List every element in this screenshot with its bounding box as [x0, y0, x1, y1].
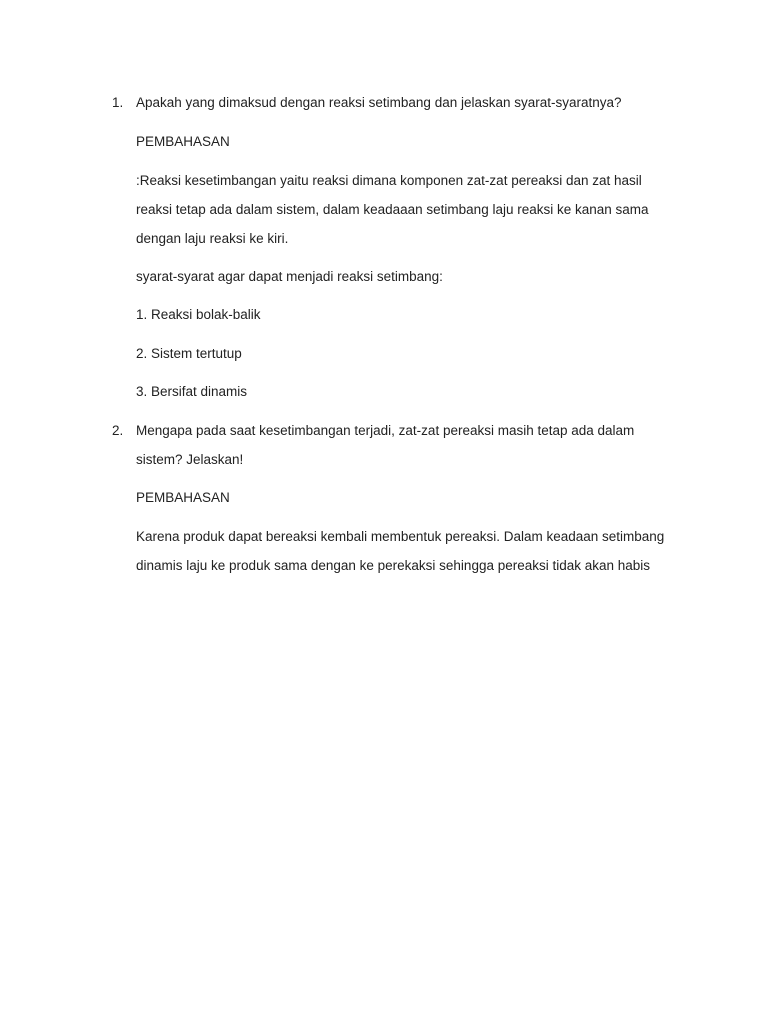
answer-line: reaksi tetap ada dalam sistem, dalam keadaaan setimbang laju reaksi ke kanan sama	[136, 202, 649, 217]
question-number: 2.	[112, 423, 124, 438]
condition-item: 3. Bersifat dinamis	[136, 384, 248, 399]
answer-line: Karena produk dapat bereaksi kembali membentuk pereaksi. Dalam keadaan setimbang	[136, 529, 665, 544]
answer-line: :Reaksi kesetimbangan yaitu reaksi dimana komponen zat-zat pereaksi dan zat hasil	[136, 173, 642, 188]
discussion-heading: PEMBAHASAN	[136, 490, 230, 505]
question-text-line: sistem? Jelaskan!	[136, 452, 244, 467]
question-number: 1.	[112, 95, 124, 110]
answer-line: dinamis laju ke produk sama dengan ke perekaksi sehingga pereaksi tidak akan habis	[136, 558, 651, 573]
discussion-heading: PEMBAHASAN	[136, 134, 230, 149]
question-text: Apakah yang dimaksud dengan reaksi setimbang dan jelaskan syarat-syaratnya?	[136, 95, 622, 110]
conditions-intro: syarat-syarat agar dapat menjadi reaksi setimbang:	[136, 269, 443, 284]
condition-item: 2. Sistem tertutup	[136, 346, 242, 361]
answer-line: dengan laju reaksi ke kiri.	[136, 231, 289, 246]
question-text-line: Mengapa pada saat kesetimbangan terjadi, zat-zat pereaksi masih tetap ada dalam	[136, 423, 635, 438]
condition-item: 1. Reaksi bolak-balik	[136, 307, 261, 322]
